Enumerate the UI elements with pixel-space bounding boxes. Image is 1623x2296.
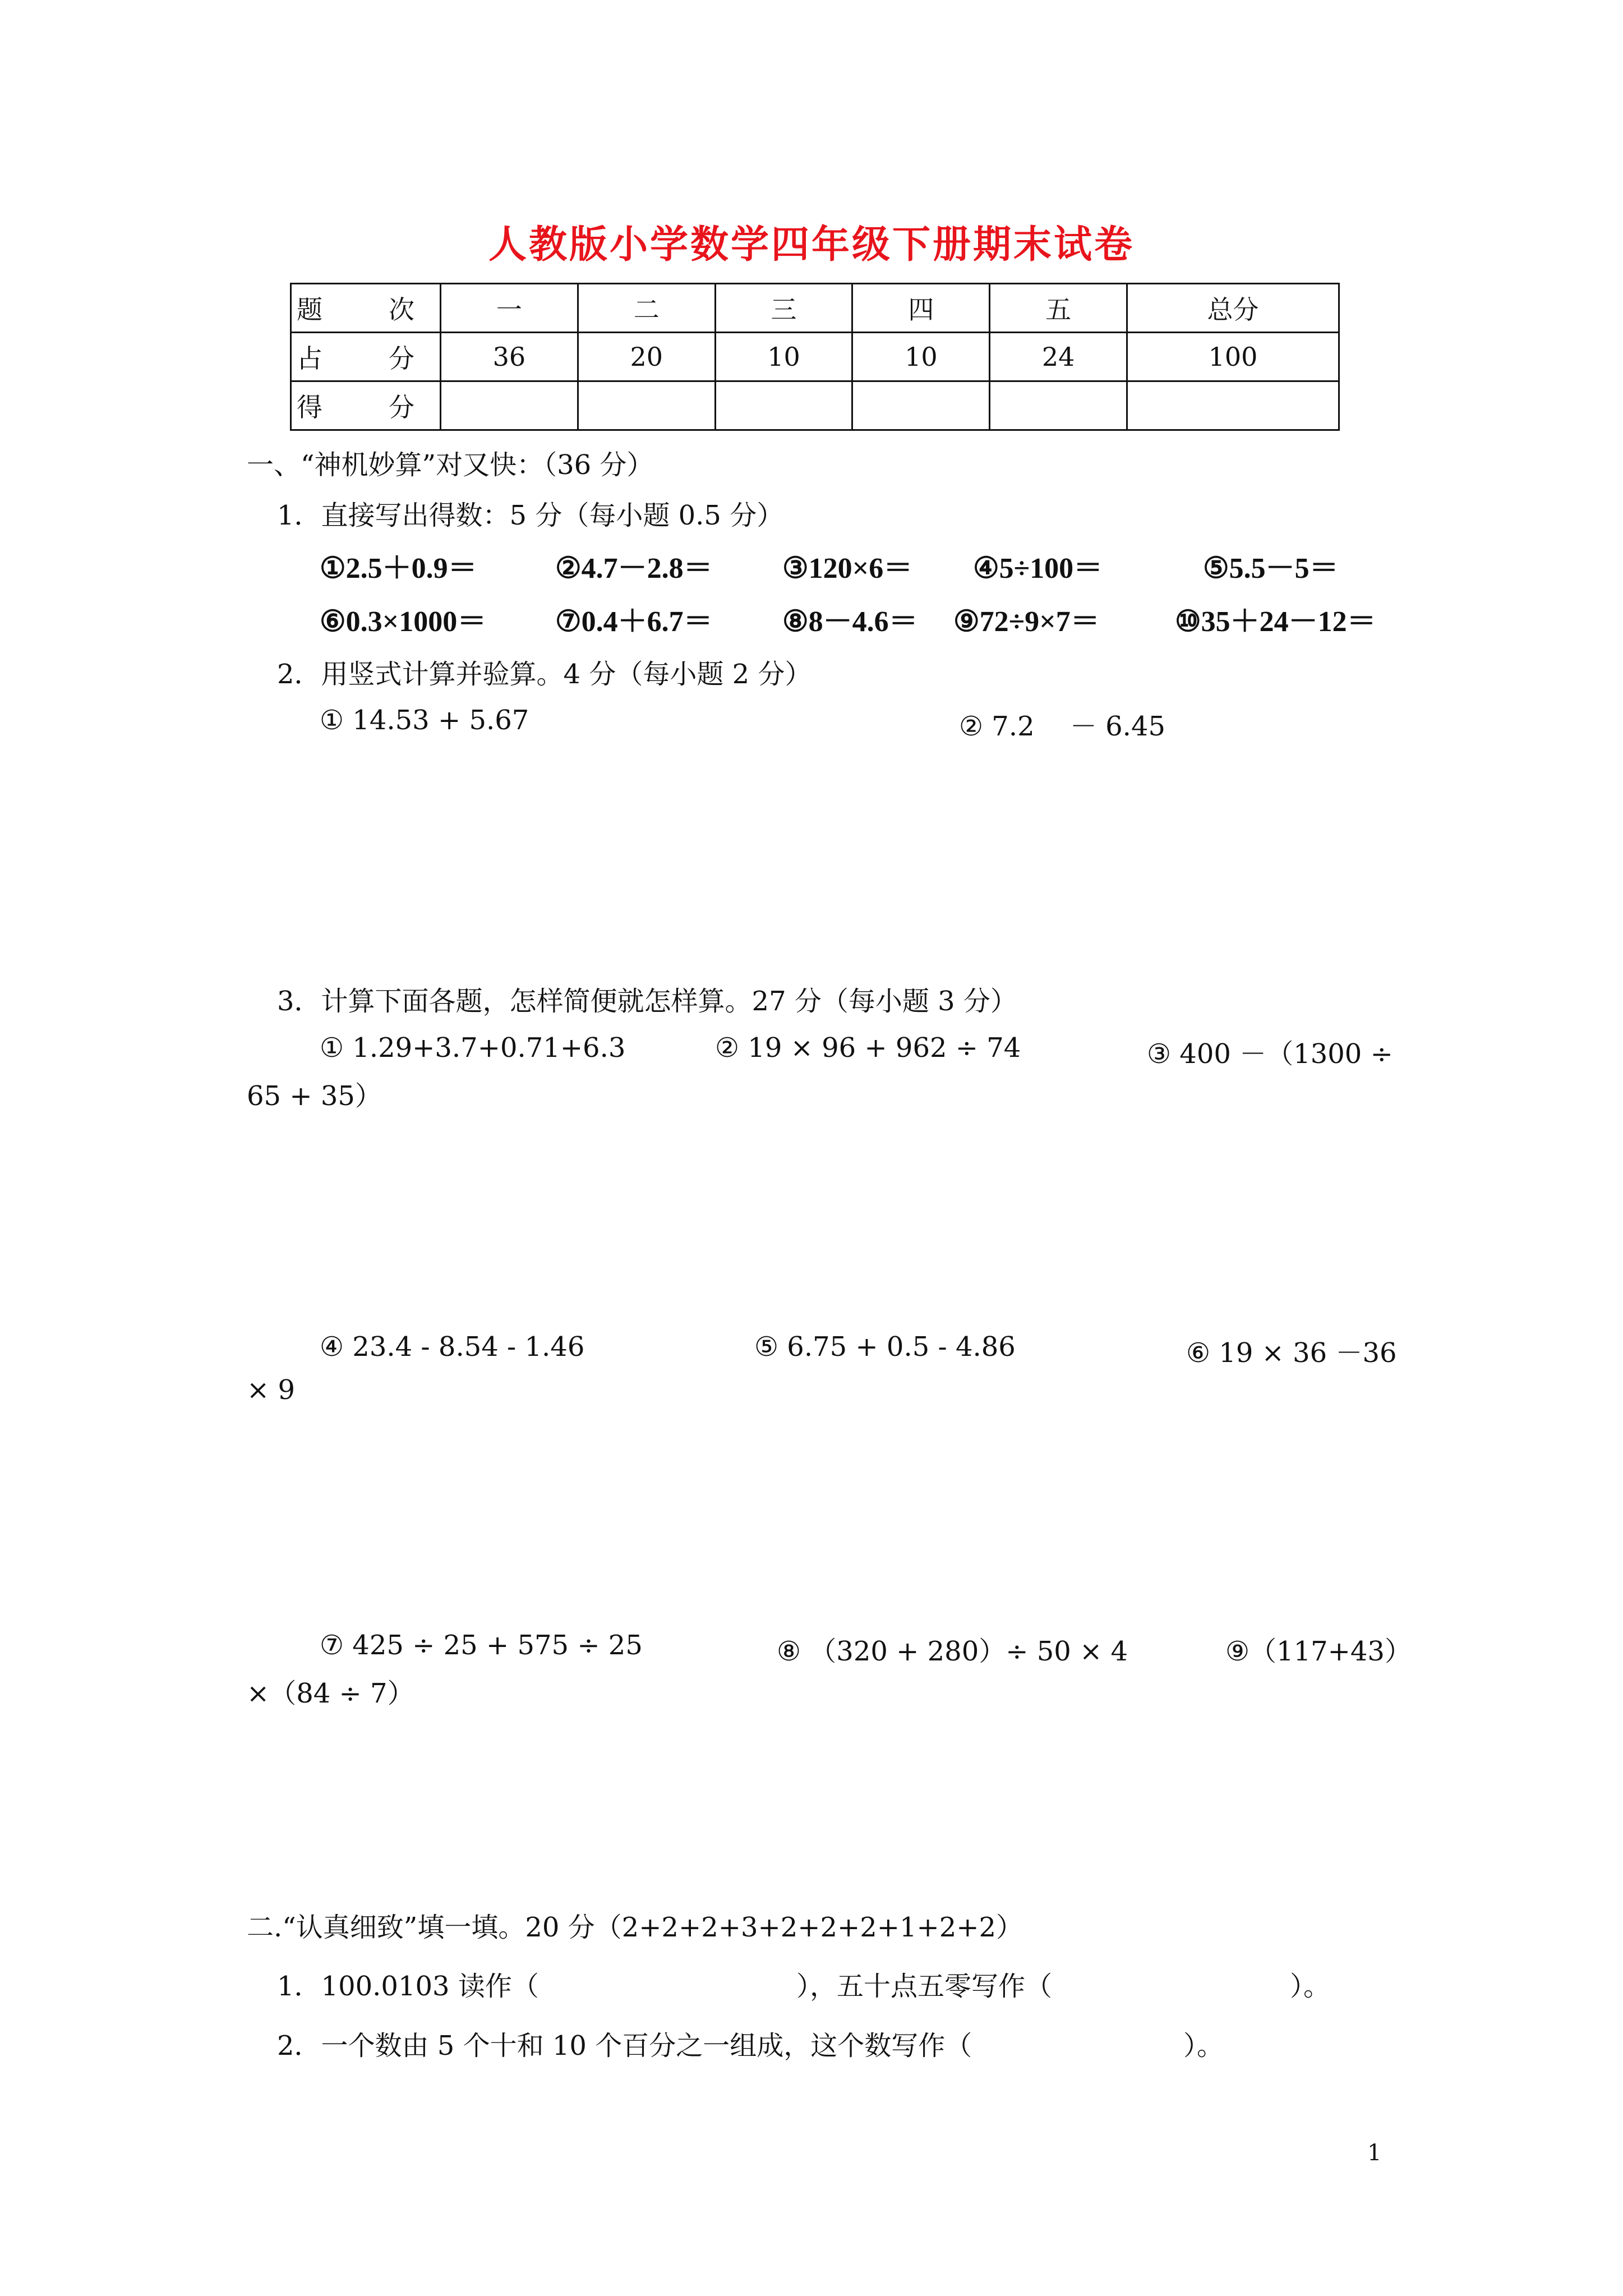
score-table-cell: 得 分 — [291, 381, 441, 430]
q3-item: ① 1.29+3.7+0.71+6.3 — [320, 1032, 626, 1064]
q1-item: ⑦0.4＋6.7＝ — [555, 606, 713, 638]
q3-item: ② 19 × 96 + 962 ÷ 74 — [715, 1032, 1021, 1064]
score-table-earned-row — [291, 381, 1339, 430]
score-table — [290, 283, 1340, 431]
s2-q1-part-b: ），五十点五零写作（ — [796, 1971, 1053, 2002]
s2-q1-part-c: ）。 — [1290, 1971, 1331, 2002]
q1-item: ②4.7－2.8＝ — [555, 553, 713, 585]
q1-item: ③120×6＝ — [782, 553, 913, 585]
score-table-cell: 二 — [578, 284, 715, 333]
q1-item: ⑨72÷9×7＝ — [953, 606, 1100, 638]
q1-item: ⑥0.3×1000＝ — [320, 606, 487, 638]
q3-item: ③ 400 －（1300 ÷ — [1147, 1038, 1393, 1070]
score-table-cell: 占 分 — [291, 333, 441, 381]
q3-item: 65 + 35） — [247, 1080, 382, 1112]
s2-q1-part-a: 1．100.0103 读作（ — [277, 1971, 539, 2002]
q1-item: ④5÷100＝ — [973, 553, 1103, 585]
exam-title: 人教版小学数学四年级下册期末试卷 — [488, 222, 1135, 267]
q3-item: × 9 — [247, 1374, 296, 1406]
q1-item: ⑩35＋24－12＝ — [1175, 606, 1376, 638]
score-table-cell: 36 — [441, 333, 578, 381]
score-table-input-cell[interactable] — [441, 381, 578, 430]
score-table-input-cell[interactable] — [578, 381, 715, 430]
q3-item: ⑨（117+43） — [1225, 1636, 1412, 1667]
q2-text: 2．用竖式计算并验算。4 分（每小题 2 分） — [277, 659, 812, 690]
score-table-cell: 五 — [990, 284, 1127, 333]
q2-item: ② 7.2 － 6.45 — [959, 711, 1166, 742]
q3-text: 3．计算下面各题，怎样简便就怎样算。27 分（每小题 3 分） — [277, 986, 1017, 1017]
score-table-header-row — [291, 284, 1339, 333]
score-table-input-cell[interactable] — [990, 381, 1127, 430]
page-number: 1 — [1367, 2140, 1382, 2166]
score-table-input-cell[interactable] — [852, 381, 990, 430]
score-table-cell: 四 — [852, 284, 990, 333]
score-table-cell: 20 — [578, 333, 715, 381]
section2-heading: 二.“认真细致”填一填。20 分（2+2+2+3+2+2+2+1+2+2） — [247, 1912, 1023, 1943]
score-table-cell: 题 次 — [291, 284, 441, 333]
score-table-points-row — [291, 333, 1339, 381]
s2-q2-part-b: ）。 — [1183, 2030, 1224, 2062]
q1-item: ①2.5＋0.9＝ — [320, 553, 477, 585]
q1-item: ⑤5.5－5＝ — [1203, 553, 1339, 585]
q3-item: ⑧ （320 + 280）÷ 50 × 4 — [777, 1636, 1128, 1667]
score-table-input-cell[interactable] — [715, 381, 852, 430]
score-table-input-cell[interactable] — [1127, 381, 1339, 430]
q3-item: ④ 23.4 - 8.54 - 1.46 — [320, 1331, 585, 1363]
q1-item: ⑧8－4.6＝ — [782, 606, 918, 638]
q3-item: ⑥ 19 × 36 －36 — [1186, 1337, 1397, 1369]
score-table-cell: 24 — [990, 333, 1127, 381]
q1-text: 1．直接写出得数：5 分（每小题 0.5 分） — [277, 500, 784, 531]
section1-heading: 一、“神机妙算”对又快：（36 分） — [247, 449, 654, 481]
score-table-cell: 10 — [715, 333, 852, 381]
q3-item: ⑤ 6.75 + 0.5 - 4.86 — [754, 1331, 1016, 1363]
score-table-cell: 100 — [1127, 333, 1339, 381]
score-table-cell: 总分 — [1127, 284, 1339, 333]
score-table-cell: 一 — [441, 284, 578, 333]
score-table-cell: 三 — [715, 284, 852, 333]
s2-q2-part-a: 2．一个数由 5 个十和 10 个百分之一组成，这个数写作（ — [277, 2030, 972, 2062]
q3-item: ⑦ 425 ÷ 25 + 575 ÷ 25 — [320, 1630, 643, 1661]
score-table-cell: 10 — [852, 333, 990, 381]
q2-item: ① 14.53 + 5.67 — [320, 705, 529, 736]
q3-item: ×（84 ÷ 7） — [247, 1678, 414, 1709]
